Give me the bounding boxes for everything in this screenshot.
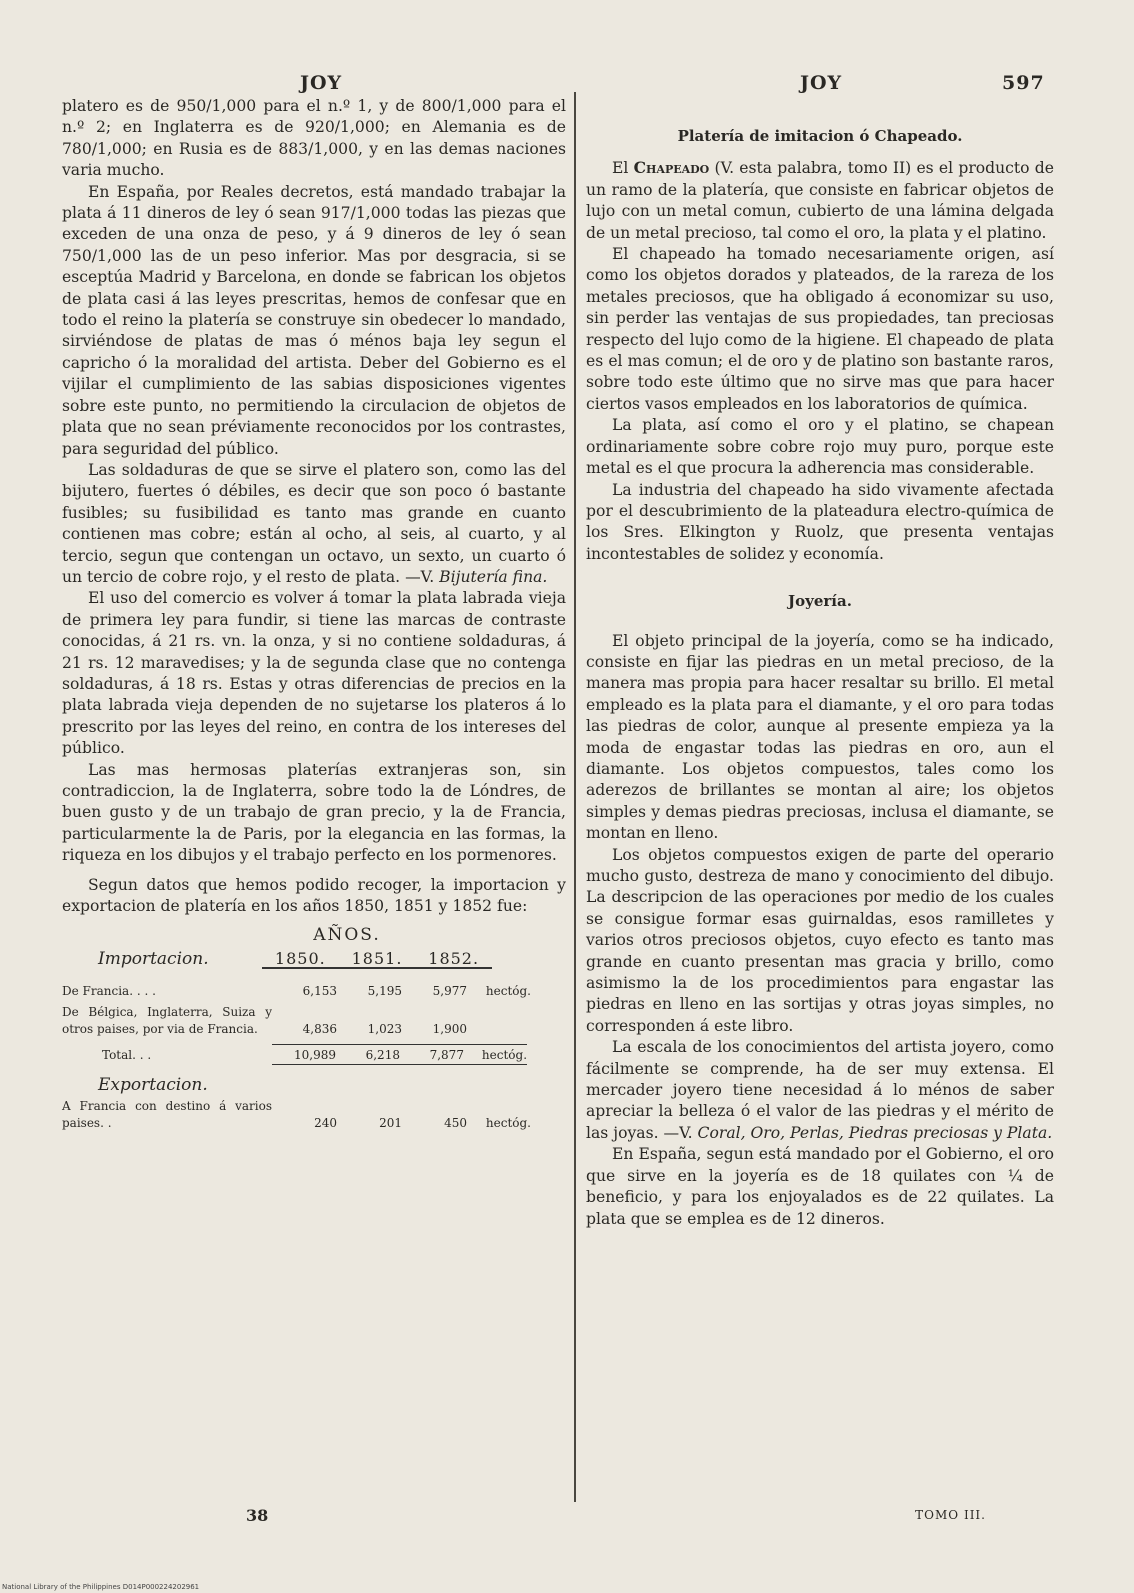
paragraph: El uso del comercio es volver á tomar la plata labrada vieja de primera ley para fundir, si tiene las marcas de contraste conocidas, á 21 rs. vn. la onza, y si no contiene soldaduras, á 21 rs. 12 maravedises; y la de segunda clase que no contenga soldaduras, á 18 rs. Estas y otras diferencias de precios en la plata labrada vieja dependen de no sujetarse los plateros á lo prescrito por las leyes del reino, en contra de los intereses del público. [62, 589, 566, 758]
paragraph: En España, por Reales decretos, está mandado trabajar la plata á 11 dineros de ley ó sean 917/1,000 todas las piezas que exceden de una onza de peso, y á 9 dineros de ley ó sean 750/1,000 las de un peso inferior. Mas por desgracia, si se esceptúa Madrid y Barcelona, en donde se fabrican los objetos de plata casi á las leyes prescritas, hemos de confesar que en todo el reino la platería se construye sin obedecer lo mandado, sirviéndose de platas de mas ó ménos baja ley segun el capricho ó la moralidad del artista. Deber del Gobierno es el vijilar el cumplimiento de las sabias disposiciones vigentes sobre este punto, no permitiendo la circulacion de objetos de plata que no sean préviamente reconocidos por los contrastes, para seguridad del público. [62, 182, 566, 458]
total-row [102, 1044, 528, 1065]
paragraph [586, 157, 1054, 244]
unit-cell: hectóg. [485, 1116, 531, 1131]
cross-reference: Coral, Oro, Perlas, Piedras preciosas y Plata. [697, 1123, 1053, 1142]
trade-table [62, 927, 566, 1132]
paragraph: Segun datos que hemos podido recoger, la importacion y exportacion de platería en los años 1850, 1851 y 1852 fue: [62, 875, 566, 916]
paragraph-text: (V. esta palabra, tomo II) es el producto de un ramo de la platería, que consiste en fabricar objetos de lujo con un metal comun, cubierto de una lámina delgada de un metal precioso, tal como el oro, la plata y el platino. [586, 159, 1055, 242]
year-cell: 1851. [351, 949, 403, 969]
term: Chapeado [633, 158, 710, 178]
value-cell: 1,900 [432, 1022, 467, 1037]
value-cell: 6,153 [302, 984, 337, 999]
exportacion-label: Exportacion. [98, 1075, 208, 1096]
value-cell: 5,195 [367, 984, 402, 999]
value-cell: 6,218 [365, 1048, 400, 1063]
table-row [62, 983, 566, 1000]
right-column [586, 120, 1054, 1230]
row-label: A Francia con destino á varios paises. . [62, 1099, 272, 1131]
table-row [62, 1004, 566, 1038]
value-cell: 1,023 [367, 1022, 402, 1037]
paragraph [62, 460, 566, 588]
row-label: De Francia. . . . [62, 984, 156, 999]
paragraph-text: Las soldaduras de que se sirve el platero son, como las del bijutero, fuertes ó débiles, es decir que son poco ó bastante fusibles; su fusibilidad es tanto mas grande en cuanto contienen mas cobre; están al ocho, al seis, al cuarto, y al tercio, segun que contengan un octavo, un sexto, un cuarto ó un tercio de cobre rojo, y el resto de plata. —V. [62, 460, 566, 586]
value-cell: 7,877 [429, 1048, 464, 1063]
paragraph: Las mas hermosas platerías extranjeras son, sin contradiccion, la de Inglaterra, sobre todo la de Lóndres, de buen gusto y de un trabajo de gran precio, y la de Francia, particularmente la de Paris, por la elegancia en las formas, la riqueza en los dibujos y el trabajo perfecto en los pormenores. [62, 760, 566, 865]
page-number: 597 [1002, 72, 1045, 94]
value-cell: 201 [379, 1116, 402, 1131]
section-title: Platería de imitacion ó Chapeado. [677, 127, 963, 145]
paragraph [586, 1037, 1054, 1144]
volume-label: TOMO III. [915, 1508, 986, 1522]
years-header [262, 950, 492, 969]
value-cell: 4,836 [302, 1022, 337, 1037]
paragraph: El objeto principal de la joyería, como se ha indicado, consiste en fijar las piedras en un metal precioso, de la manera mas propia para hacer resaltar su brillo. El metal empleado es la plata para el diamante, y el oro para todas las piedras de color, aunque al presente empieza ya la moda de engastar todas las piedras en oro, aun el diamante. Los objetos compuestos, tales como los aderezos de brillantes se montan al aire; los objetos simples y demas piedras preciosas, inclusa el diamante, se montan en lleno. [586, 631, 1054, 843]
value-cell: 240 [314, 1116, 337, 1131]
paragraph: La plata, así como el oro y el platino, se chapean ordinariamente sobre cobre rojo muy puro, porque este metal es el que procura la adherencia mas considerable. [586, 416, 1054, 478]
year-cell: 1850. [274, 949, 326, 969]
table-header-row [62, 950, 566, 969]
column-divider [574, 92, 576, 1502]
paragraph: platero es de 950/1,000 para el n.º 1, y de 800/1,000 para el n.º 2; en Inglaterra es de 920/1,000; en Alemania es de 780/1,000; en Rusia es de 883/1,000, y en las demas naciones varia mucho. [62, 97, 566, 180]
value-cell: 450 [444, 1116, 467, 1131]
unit-cell: hectóg. [485, 984, 531, 999]
value-cell: 10,989 [293, 1048, 336, 1063]
table-row [62, 1098, 566, 1132]
library-credit: National Library of the Philippines D014P000224202961 [2, 1583, 200, 1591]
value-cell: 5,977 [432, 984, 467, 999]
table-years-heading: AÑOS. [313, 925, 381, 946]
right-running-head: JOY [800, 72, 843, 94]
paragraph-text: La escala de los conocimientos del artista joyero, como fácilmente se comprende, ha de ser muy extensa. El mercader joyero tiene necesidad á lo ménos de saber apreciar la belleza ó el valor de las piedras y el mérito de las joyas. —V. [586, 1038, 1054, 1142]
total-label: Total. . . [102, 1048, 152, 1063]
cross-reference: Bijutería fina. [439, 567, 548, 586]
row-label: De Bélgica, Inglaterra, Suiza y otros paises, por via de Francia. [62, 1005, 272, 1037]
paragraph: El chapeado ha tomado necesariamente origen, así como los objetos dorados y plateados, de la rareza de los metales preciosos, que ha obligado á economizar su uso, sin perder las ventajas de sus propiedades, tan preciosas respecto del lujo como de la higiene. El chapeado de plata es el mas comun; el de oro y de platino son bastante raros, sobre todo este último que no sirve mas que para hacer ciertos vasos empleados en los laboratorios de química. [586, 245, 1054, 413]
signature-mark: 38 [246, 1506, 269, 1525]
lead-word: El [612, 159, 629, 178]
year-cell: 1852. [428, 949, 480, 969]
paragraph: Los objetos compuestos exigen de parte del operario mucho gusto, destreza de mano y conocimiento del dibujo. La descripcion de las operaciones por medio de los cuales se consigue formar esas guirnaldas, esos ramilletes y varios otros preciosos objetos, cuyo efecto es tanto mas grande en cuanto presentan mas gracia y brillo, como asimismo la de los procedimientos para engastar las piedras en lleno en las sortijas y otras joyas simples, no corresponden á este libro. [586, 845, 1054, 1035]
unit-cell: hectóg. [481, 1048, 528, 1063]
paragraph: La industria del chapeado ha sido vivamente afectada por el descubrimiento de la plateadura electro-química de los Sres. Elkington y Ruolz, que presenta ventajas incontestables de solidez y economía. [586, 480, 1054, 563]
importacion-label: Importacion. [98, 949, 209, 970]
left-running-head: JOY [300, 72, 343, 94]
section-title: Joyería. [788, 592, 852, 611]
paragraph: En España, segun está mandado por el Gobierno, el oro que sirve en la joyería es de 18 quilates con ¼ de beneficio, y para los enjoyalados es de 22 quilates. La plata que se emplea es de 12 dineros. [586, 1145, 1054, 1228]
left-column [62, 96, 566, 1132]
